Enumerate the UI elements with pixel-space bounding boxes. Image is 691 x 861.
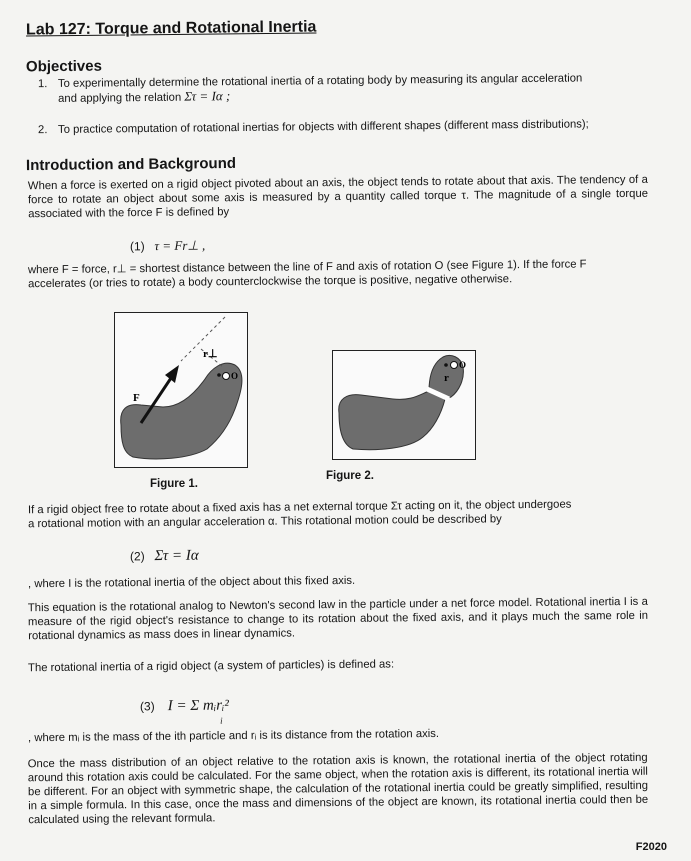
intro-heading: Introduction and Background: [25, 154, 237, 175]
objective-number: 2.: [37, 124, 48, 137]
axis-dot: [217, 373, 221, 377]
label-F: F: [133, 392, 140, 404]
equation-3: [139, 697, 229, 726]
figure-2-caption: Figure 2.: [326, 470, 374, 482]
label-r-perp: r⊥: [203, 348, 218, 360]
intro-paragraph-5: This equation is the rotational analog to Newton's second law in the particle under a net force model. Rotational inertia I is a measure of the rigid object's resistance to change to its rotation about the fixed axis, and it plays much the same role in rotational dynamics as mass does in linear dynamics.: [27, 595, 649, 643]
figure-2-drawing: [333, 351, 475, 459]
objective-formula: Στ = Iα ;: [184, 88, 231, 104]
objective-number: 1.: [37, 78, 48, 91]
rotation-axis: [223, 373, 230, 380]
equation-2: [130, 548, 199, 566]
objectives-heading: Objectives: [25, 57, 102, 76]
objective-2: [38, 117, 638, 137]
figure-2: [332, 350, 476, 460]
figure-1-caption: Figure 1.: [150, 478, 198, 490]
label-O: O: [231, 371, 239, 381]
intro-paragraph-2: [28, 257, 648, 291]
label-r: r: [444, 372, 449, 384]
objective-text: To experimentally determine the rotational inertia of a rotating body by measuring its angular acceleration: [57, 72, 583, 90]
equation-text: I = Σ mᵢrᵢ²: [167, 697, 229, 715]
axis-dot: [444, 363, 448, 367]
force-arrowhead: [165, 365, 179, 383]
intro-paragraph-3: [28, 497, 648, 531]
paragraph-line: accelerates (or tries to rotate) a body counterclockwise the torque is positive, negative otherwise.: [28, 273, 513, 291]
page-title: Lab 127: Torque and Rotational Inertia: [25, 18, 317, 39]
equation-number: (2): [129, 549, 145, 564]
equation-text: Στ = Iα: [154, 547, 199, 565]
equation-number: (3): [139, 699, 155, 714]
rotation-axis: [451, 362, 458, 369]
equation-1: [130, 238, 205, 255]
equation-text: τ = Fr⊥ ,: [154, 237, 206, 254]
label-O: O: [459, 360, 467, 370]
objective-text: To practice computation of rotational inertias for objects with different shapes (different mass distributions);: [57, 118, 589, 136]
equation-number: (1): [129, 239, 145, 254]
figure-1: [114, 312, 248, 468]
object-body: [339, 391, 445, 450]
footer-code: F2020: [635, 841, 667, 853]
intro-paragraph-6: The rotational inertia of a rigid object (a system of particles) is defined as:: [27, 658, 395, 675]
paragraph-line: a rotational motion with an angular acceleration α. This rotational motion could be described by: [28, 513, 502, 531]
intro-paragraph-8: Once the mass distribution of an object relative to the rotation axis is known, the rotational inertia of the object rotating around this rotation axis could be calculated. For the same object, when the rotation axis is different, its rotational inertia will be different. For an object with symmetric shape, the calculation of the rotational inertia could be greatly simplified, resulting in a simple formula. In this case, once the mass and dimensions of the object are known, its rotational inertia could then be calculated using the relevant formula.: [27, 751, 649, 827]
intro-paragraph-7: , where mᵢ is the mass of the ith particle and rᵢ is its distance from the rotation axis.: [27, 727, 440, 745]
equation-subscript: i: [220, 715, 223, 726]
intro-paragraph-1: When a force is exerted on a rigid object pivoted about an axis, the object tends to rotate about that axis. The tendency of a force to rotate an object about some axis is measured by a quantity called torque τ. The magnitude of a single torque associated with the force F is defined by: [27, 173, 649, 221]
paragraph-line: where F = force, r⊥ = shortest distance between the line of F and axis of rotation O (see Figure 1). If the force F: [27, 258, 587, 277]
paragraph-line: If a rigid object free to rotate about a fixed axis has a net external torque Στ acting on it, the object undergoes: [27, 498, 572, 517]
intro-paragraph-4: , where I is the rotational inertia of the object about this fixed axis.: [27, 574, 356, 591]
figure-1-drawing: [115, 313, 247, 467]
objective-1: [38, 71, 638, 106]
objective-text: and applying the relation: [58, 91, 182, 105]
